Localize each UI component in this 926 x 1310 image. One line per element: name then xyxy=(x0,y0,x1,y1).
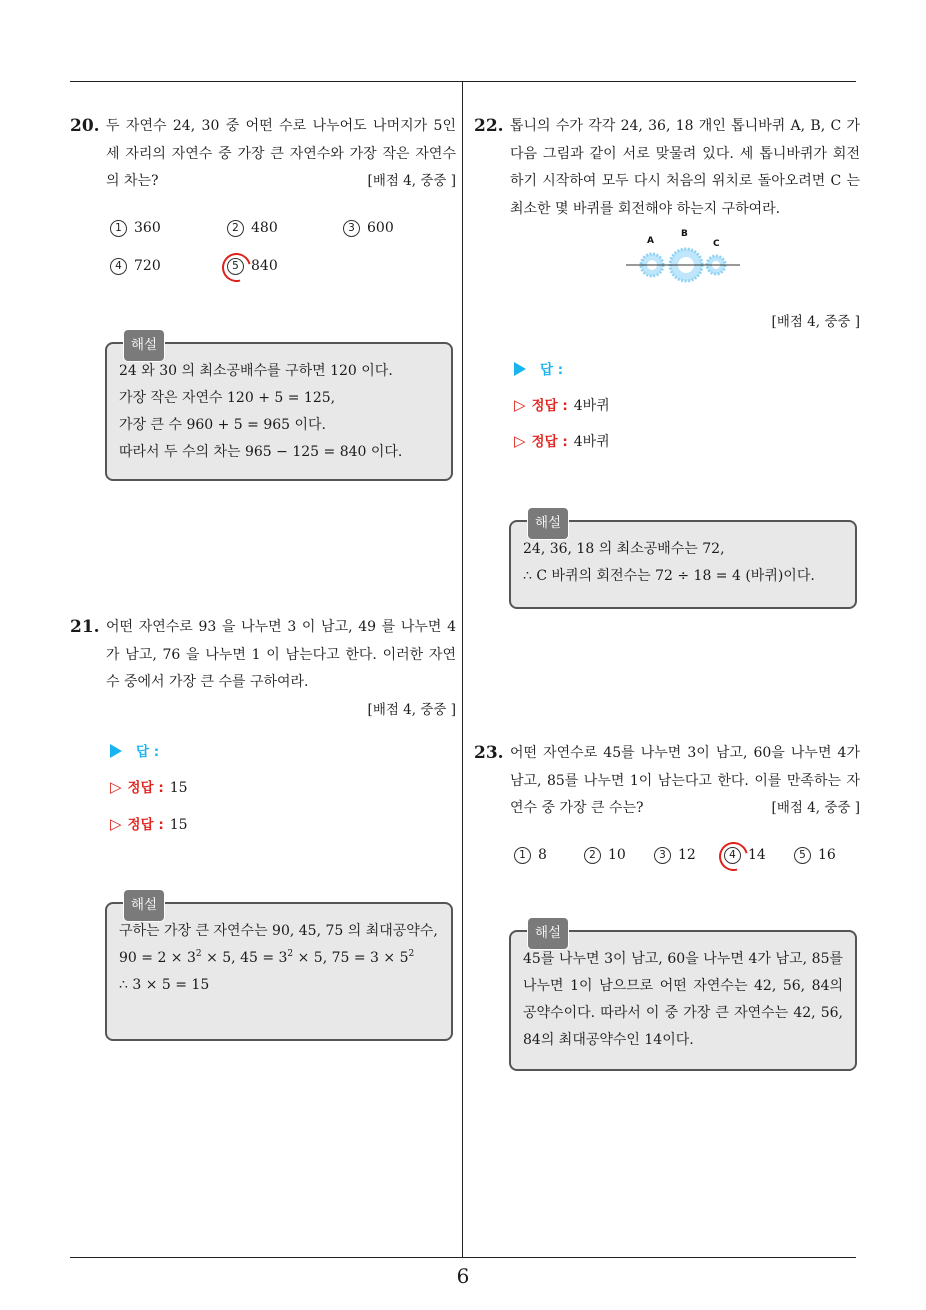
answer-label: 답 : xyxy=(136,744,160,760)
solution-line: 24, 36, 18 의 최소공배수는 72, xyxy=(523,541,725,557)
problem-20-choices xyxy=(110,220,450,246)
red-answer-mark-icon xyxy=(217,248,257,288)
gear-figure xyxy=(624,226,744,292)
outline-triangle-icon: ▷ xyxy=(514,396,526,414)
page-number: 6 xyxy=(456,1264,470,1288)
choice-2[interactable]: 2 10 xyxy=(584,847,626,864)
gears-icon xyxy=(624,226,744,292)
solution-tag: 해설 xyxy=(123,889,165,922)
answer-label: 답 : xyxy=(540,362,564,378)
correct-answer-row-21-a xyxy=(110,776,188,796)
problem-number: 20. xyxy=(70,116,100,136)
problem-number: 21. xyxy=(70,617,100,637)
problem-meta: [배점 4, 중중 ] xyxy=(771,800,860,816)
circled-number-5-icon: 5 xyxy=(794,847,811,864)
correct-label: 정답 : xyxy=(531,434,568,450)
circled-number-4-icon: 4 xyxy=(724,847,741,864)
solution-line: 가장 큰 수 960 + 5 = 965 이다. xyxy=(119,417,327,433)
problem-20 xyxy=(70,113,456,196)
solution-line: 24 와 30 의 최소공배수를 구하면 120 이다. xyxy=(119,363,393,379)
problem-meta: [배점 4, 중중 ] xyxy=(771,314,860,330)
circled-number-4-icon: 4 xyxy=(110,258,127,275)
choice-1[interactable]: 1 8 xyxy=(514,847,547,864)
solution-tag: 해설 xyxy=(527,917,569,950)
correct-value: 15 xyxy=(169,780,188,796)
solution-line: 구하는 가장 큰 자연수는 90, 45, 75 의 최대공약수, xyxy=(119,923,438,939)
choice-1[interactable]: 1 360 xyxy=(110,220,161,237)
solution-line: ∴ 3 × 5 = 15 xyxy=(119,977,210,993)
circled-number-2-icon: 2 xyxy=(227,220,244,237)
choice-3[interactable]: 3 12 xyxy=(654,847,696,864)
column-divider xyxy=(462,81,463,1258)
problem-20-choices-row2 xyxy=(110,258,450,284)
gear-label-c: C xyxy=(713,239,720,249)
correct-answer-row-22-b xyxy=(514,430,610,451)
bottom-rule xyxy=(70,1257,856,1258)
correct-value: 15 xyxy=(169,817,188,833)
circled-number-5-icon: 5 xyxy=(227,258,244,275)
problem-text: 어떤 자연수로 45를 나누면 3이 남고, 60을 나누면 4가 남고, 85를 나누면 1이 남는다고 한다. 이를 만족하는 자연수 중 가장 큰 수는? [배점 4, 중중 ] xyxy=(510,740,860,823)
correct-label: 정답 : xyxy=(127,817,164,833)
circled-number-2-icon: 2 xyxy=(584,847,601,864)
correct-label: 정답 : xyxy=(531,398,568,414)
solution-box-22 xyxy=(509,515,857,609)
problem-21-question xyxy=(70,614,456,697)
top-rule xyxy=(70,81,856,82)
red-answer-mark-icon xyxy=(714,837,754,877)
problem-23 xyxy=(474,740,860,823)
solution-tag: 해설 xyxy=(527,507,569,540)
correct-answer-row-22-a xyxy=(514,394,610,415)
correct-label: 정답 : xyxy=(127,780,164,796)
solution-box-21 xyxy=(105,897,453,1041)
solution-text: 45를 나누면 3이 남고, 60을 나누면 4가 남고, 85를 나누면 1이 남으므로 어떤 자연수는 42, 56, 84의 공약수이다. 따라서 이 중 가장 큰 자연수는 42, 56, 84의 최대공약수인 14이다. xyxy=(523,951,843,1048)
problem-23-question xyxy=(474,740,860,823)
choice-5[interactable]: 5 16 xyxy=(794,847,836,864)
problem-20-question xyxy=(70,113,456,196)
correct-value: 4바퀴 xyxy=(573,398,610,414)
gear-label-a: A xyxy=(647,236,654,246)
problem-21 xyxy=(70,614,456,724)
problem-number: 22. xyxy=(474,116,504,136)
solution-box-23 xyxy=(509,925,857,1071)
problem-text: 톱니의 수가 각각 24, 36, 18 개인 톱니바퀴 A, B, C 가 다음 그림과 같이 서로 맞물려 있다. 세 톱니바퀴가 회전하기 시작하여 모두 다시 처음의 위치로 돌아오려면 C 는 최소한 몇 바퀴를 회전해야 하는지 구하여라. xyxy=(510,118,860,217)
outline-triangle-icon: ▷ xyxy=(110,815,122,833)
outline-triangle-icon: ▷ xyxy=(514,432,526,450)
choice-3[interactable]: 3 600 xyxy=(343,220,394,237)
problem-text: 두 자연수 24, 30 중 어떤 수로 나누어도 나머지가 5인 세 자리의 자연수 중 가장 큰 자연수와 가장 작은 자연수의 차는? [배점 4, 중중 ] xyxy=(106,113,456,196)
play-triangle-icon xyxy=(514,362,526,376)
play-triangle-icon xyxy=(110,744,122,758)
solution-equation: $90 = 2 \times 3^2 \times 5$, $45 = 3^2 \times 5$, $75 = 3 \times 5^2$ xyxy=(119,949,415,966)
problem-text: 어떤 자연수로 93 을 나누면 3 이 남고, 49 를 나누면 4 가 남고, 76 을 나누면 1 이 남는다고 한다. 이러한 자연수 중에서 가장 큰 수를 구하여라. xyxy=(106,619,456,690)
correct-answer-row-21-b xyxy=(110,813,188,833)
problem-23-choices xyxy=(514,847,854,873)
circled-number-3-icon: 3 xyxy=(343,220,360,237)
problem-meta: [배점 4, 중중 ] xyxy=(367,173,456,189)
problem-22-question xyxy=(474,113,860,223)
solution-line: ∴ C 바퀴의 회전수는 72 ÷ 18 = 4 (바퀴)이다. xyxy=(523,568,815,584)
problem-number: 23. xyxy=(474,743,504,763)
choice-4-selected[interactable]: 4 14 xyxy=(724,847,766,864)
correct-value: 4바퀴 xyxy=(573,434,610,450)
solution-tag: 해설 xyxy=(123,329,165,362)
circled-number-1-icon: 1 xyxy=(514,847,531,864)
gear-label-b: B xyxy=(681,229,688,239)
answer-row-21 xyxy=(110,740,159,760)
solution-line: 가장 작은 자연수 120 + 5 = 125, xyxy=(119,390,336,406)
choice-5-selected[interactable]: 5 840 xyxy=(227,258,278,275)
solution-box-20 xyxy=(105,337,453,481)
choice-2[interactable]: 2 480 xyxy=(227,220,278,237)
answer-row-22 xyxy=(514,358,563,378)
problem-22 xyxy=(474,113,860,223)
circled-number-1-icon: 1 xyxy=(110,220,127,237)
circled-number-3-icon: 3 xyxy=(654,847,671,864)
choice-4[interactable]: 4 720 xyxy=(110,258,161,275)
problem-meta: [배점 4, 중중 ] xyxy=(367,701,456,718)
solution-line: 따라서 두 수의 차는 965 − 125 = 840 이다. xyxy=(119,444,403,460)
outline-triangle-icon: ▷ xyxy=(110,778,122,796)
